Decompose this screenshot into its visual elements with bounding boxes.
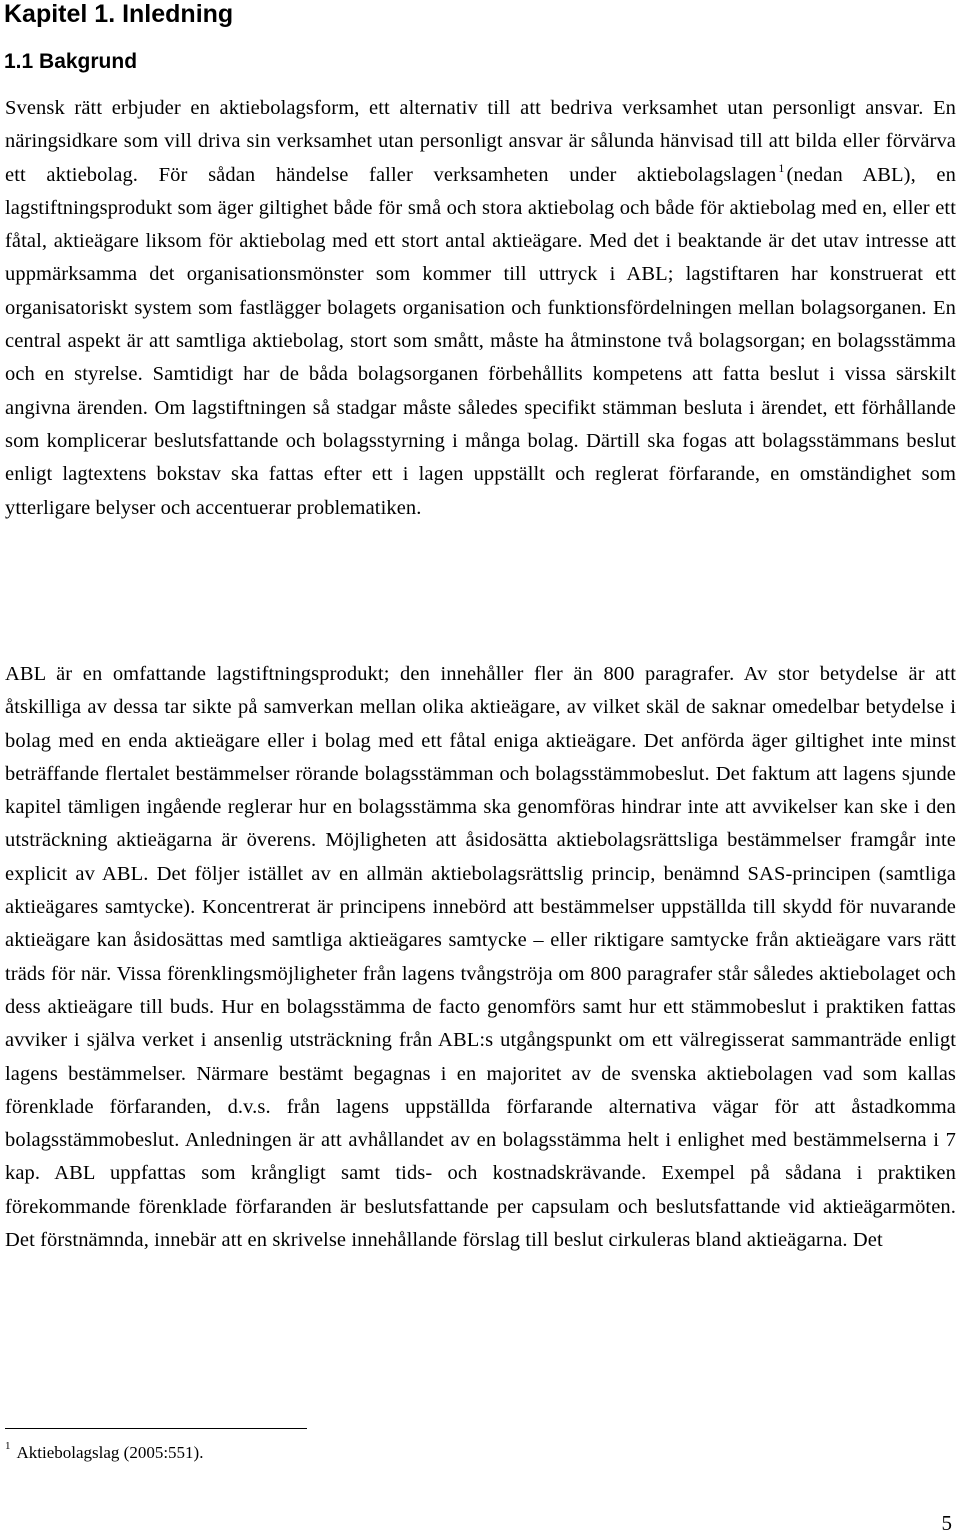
paragraph-1-text-a: Svensk rätt erbjuder en aktiebolagsform, ett alternativ till att bedriva verksamhet utan personligt ansvar. En näringsidkare som vill driva sin verksamhet utan personligt ansvar är sålunda hänvisad till att bilda eller förvärva ett aktiebolag. För sådan händelse faller verksamheten under aktiebolagslagen (5, 97, 956, 186)
footnote-reference: 1 (778, 160, 785, 175)
paragraph-2: ABL är en omfattande lagstiftningsprodukt; den innehåller fler än 800 paragrafer. Av stor betydelse är att åtskilliga av dessa tar sikte på samverkan mellan olika aktieägare, av vilket skäl de saknar omedelbar betydelse i bolag med en enda aktieägare eller i bolag med ett fåtal eniga aktieägare. Det anförda äger giltighet inte minst beträffande flertalet bestämmelser rörande bolagsstämman och bolagsstämmobeslut. Det faktum att lagens sjunde kapitel tämligen ingående reglerar hur en bolagsstämma ska genomföras hindrar inte att avvikelser kan ske i den utsträckning aktieägarna är överens. Möjligheten att åsidosätta aktiebolagsrättsliga bestämmelser framgår inte explicit av ABL. Det följer istället av en allmän aktiebolagsrättslig princip, benämnd SAS-principen (samtliga aktieägares samtycke). Koncentrerat är principens innebörd att bestämmelser uppställda till skydd för nuvarande aktieägare kan åsidosättas med samtliga aktieägares samtycke – eller riktigare samtycke från aktieägare vars rätt träds för när. Vissa förenklingsmöjligheter från lagens tvångströja om 800 paragrafer står således aktiebolaget och dess aktieägare till buds. Hur en bolagsstämma de facto genomförs samt hur ett stämmobeslut i praktiken fattas avviker i själva verket i ansenlig utsträckning från ABL:s utgångspunkt om ett välregisserat sammanträde enligt lagens bestämmelser. Närmare bestämt begagnas i en majoritet av de svenska aktiebolagen vad som kallas förenklade förfaranden, d.v.s. från lagens uppställda förfarande alternativa vägar för att åstadkomma bolagsstämmobeslut. Anledningen är att avhållandet av en bolagsstämma helt i enlighet med bestämmelserna i 7 kap. ABL uppfattas som krångligt samt tids- och kostnadskrävande. Exempel på sådana i praktiken förekommande förenklade förfaranden är beslutsfattande per capsulam och beslutsfattande vid aktieägarmöten. Det förstnämnda, innebär att en skrivelse innehållande förslag till beslut cirkuleras bland aktieägarna. Det (5, 663, 956, 1252)
page-number: 5 (941, 1511, 952, 1535)
chapter-title: Kapitel 1. Inledning (4, 0, 234, 28)
paragraph-1 (5, 92, 956, 525)
footnote (5, 1440, 203, 1466)
paragraph-1-text-b: (nedan ABL), en lagstiftningsprodukt som äger giltighet både för små och stora aktiebolag och både för aktiebolag med en, eller ett fåtal, aktieägare liksom för aktiebolag med ett stort antal aktieägare. Med det i beaktande är det utav intresse att uppmärksamma det organisationsmönster som kommer till uttryck i ABL; lagstiftaren har konstruerat ett organisatoriskt system som fastlägger bolagets organisation och funktionsfördelningen mellan bolagsorganen. En central aspekt är att samtliga aktiebolag, stort som smått, måste ha åtminstone två bolagsorgan; en bolagsstämma och en styrelse. Samtidigt har de båda bolagsorganen förbehållits kompetens att fatta beslut i vissa särskilt angivna ärenden. Om lagstiftningen så stadgar måste således specifikt stämman besluta i ärendet, ett förhållande som komplicerar beslutsfattande och bolagsstyrning i många bolag. Därtill ska fogas att bolagsstämmans beslut enligt lagtextens bokstav ska fattas efter ett i lagen uppställt och reglerat förfarande, en omständighet som ytterligare belyser och accentuerar problematiken. (5, 163, 956, 519)
footnote-text: Aktiebolagslag (2005:551). (16, 1443, 204, 1462)
footnote-separator (5, 1428, 307, 1429)
footnote-marker: 1 (5, 1440, 11, 1452)
section-title: 1.1 Bakgrund (4, 50, 138, 73)
